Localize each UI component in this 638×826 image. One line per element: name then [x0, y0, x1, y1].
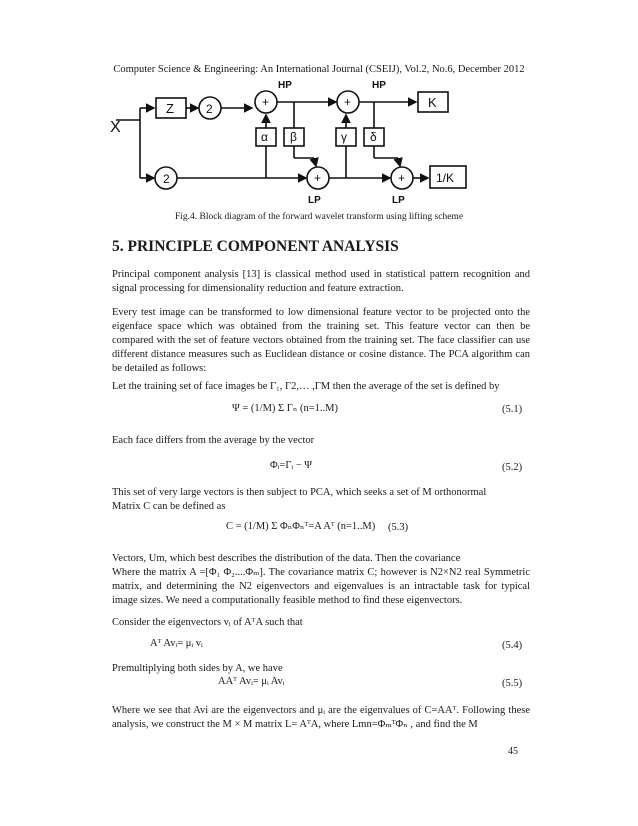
paragraph-matrix-c: Matrix C can be defined as — [112, 501, 226, 512]
equation-5-1: Ψ = (1/M) Σ Γₙ (n=1..M) — [232, 403, 339, 414]
hp-label-1: HP — [278, 80, 292, 91]
lp-label-1: LP — [308, 195, 321, 206]
alpha-label: α — [261, 130, 268, 144]
equation-number-5-4: (5.4) — [502, 640, 523, 651]
equation-5-3: C = (1/M) Σ ΦₙΦₙᵀ=A Aᵀ (n=1..M) — [226, 521, 376, 532]
equation-5-2: Φᵢ=Γᵢ − Ψ — [270, 460, 313, 471]
gamma-label: γ — [341, 130, 347, 144]
figure-caption: Fig.4. Block diagram of the forward wavelet transform using lifting scheme — [174, 212, 464, 222]
paragraph-large-vectors: This set of very large vectors is then subject to PCA, which seeks a set of M orthonormal — [112, 487, 487, 498]
hp-label-2: HP — [372, 80, 386, 91]
equation-5-4: Aᵀ Avᵢ= μᵢ vᵢ — [150, 638, 203, 649]
paragraph-eigenvectors: Consider the eigenvectors vᵢ of AᵀA such that — [112, 617, 303, 628]
paragraph-pca-intro: Principal component analysis [13] is classical method used in statistical pattern recognition and signal processing for dimensionality reduction and feature extraction. — [112, 269, 530, 294]
section-title: 5. PRINCIPLE COMPONENT ANALYSIS — [112, 238, 399, 255]
equation-number-5-5: (5.5) — [502, 678, 523, 689]
adder-bottom-2: + — [398, 171, 406, 185]
adder-top-2: + — [344, 95, 352, 109]
down2-top: 2 — [206, 102, 213, 116]
paragraph-face-differs: Each face differs from the average by the vector — [112, 435, 315, 446]
input-label: X — [110, 119, 121, 136]
adder-bottom-1: + — [314, 171, 322, 185]
equation-5-5: AAᵀ Avᵢ= μᵢ Avᵢ — [218, 676, 285, 687]
lp-label-2: LP — [392, 195, 405, 206]
paragraph-covariance-matrix: Where the matrix A =[Φ₁ Φ₂....Φₘ]. The covariance matrix C; however is N2×N2 real Symmetric matrix, and determining the N2 eigenvectors and eigenvalues is an intractable task for typical image sizes. We need a computationally feasible method to find these eigenvectors. — [112, 567, 530, 606]
equation-number-5-1: (5.1) — [502, 404, 523, 415]
down2-bottom: 2 — [163, 172, 170, 186]
paragraph-following-analysis: Where we see that Avi are the eigenvectors and μᵢ are the eigenvalues of C=AAᵀ. Following these analysis, we construct the M × M matrix L= AᵀA, where Lmn=ΦₘᵀΦₙ , and find the M — [112, 705, 530, 730]
running-header: Computer Science & Engineering: An International Journal (CSEIJ), Vol.2, No.6, December 2012 — [113, 64, 525, 75]
delta-label: δ — [370, 130, 377, 144]
paragraph-premultiplying: Premultiplying both sides by A, we have — [112, 663, 283, 674]
equation-number-5-3: (5.3) — [388, 522, 409, 533]
paragraph-test-image: Every test image can be transformed to low dimensional feature vector to be projected onto the eigenface space which was obtained from the training set. This feature vector can then be compared with the set of feature vectors obtained from the training set. The face classifier can use different distance measures such as Euclidean distance or cosine distance. The PCA algorithm can be detailed as follows: — [112, 307, 530, 374]
equation-number-5-2: (5.2) — [502, 462, 523, 473]
paragraph-training-set: Let the training set of face images be Γ₁, Γ2,… ,ΓM then the average of the set is defined by — [112, 381, 500, 392]
k-label: K — [428, 95, 437, 110]
inverse-k-label: 1/K — [436, 171, 455, 185]
beta-label: β — [290, 130, 297, 144]
page-number: 45 — [508, 746, 518, 757]
lifting-scheme-diagram — [110, 78, 530, 208]
z-label: Z — [166, 101, 174, 116]
paragraph-vectors-um: Vectors, Um, which best describes the distribution of the data. Then the covariance — [112, 553, 461, 564]
adder-top-1: + — [262, 95, 270, 109]
